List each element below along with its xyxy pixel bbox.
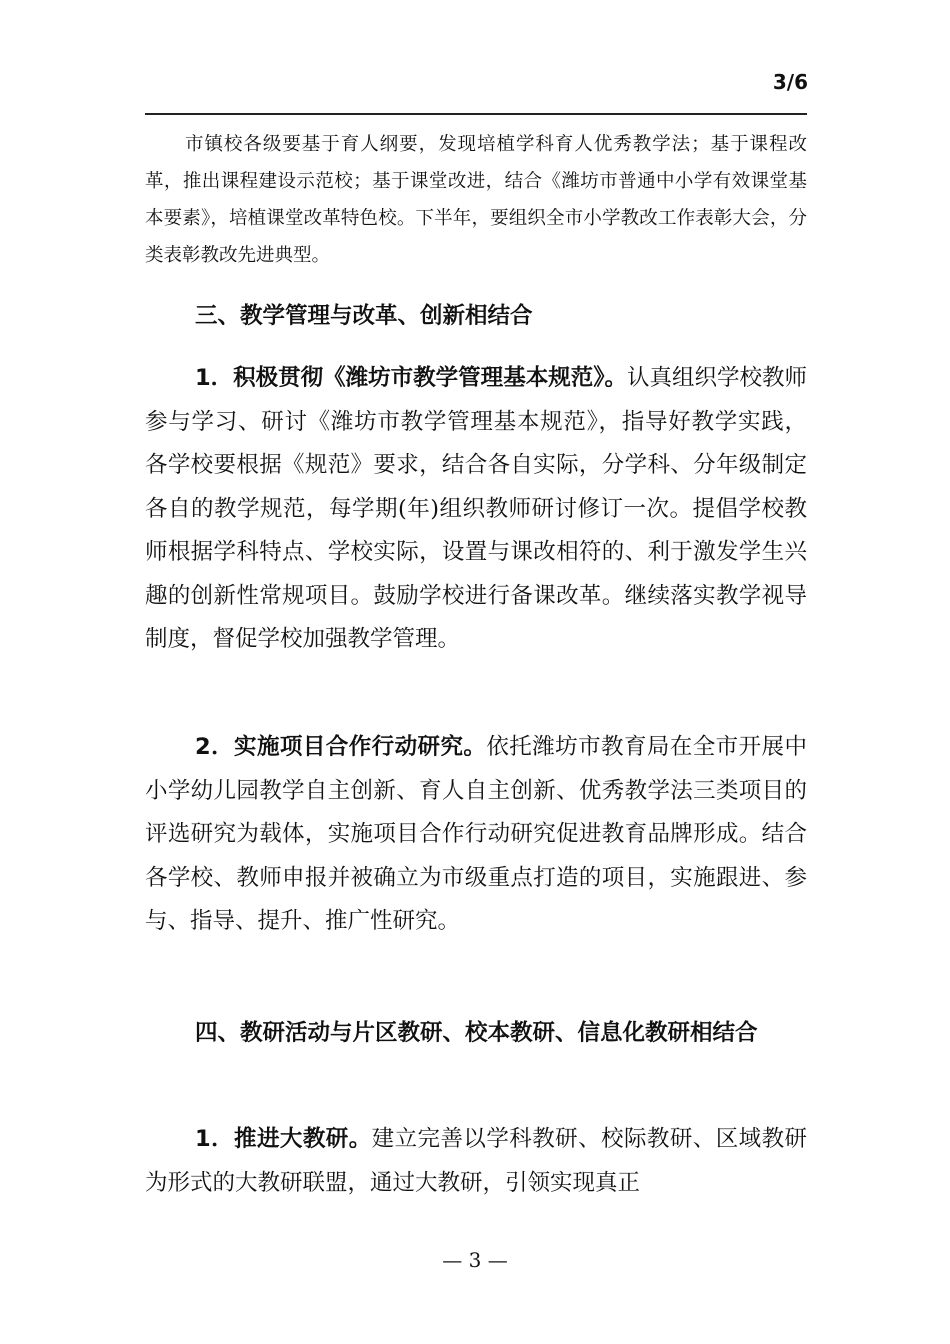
- section-4-item-1: [145, 1118, 807, 1205]
- section-3-item-1-body: 认真组织学校教师参与学习、研讨《潍坊市教学管理基本规范》，指导好教学实践，各学校要根据《规范》要求，结合各自实际，分学科、分年级制定各自的教学规范，每学期(年)组织教师研讨修订一次。提倡学校教师根据学科特点、学校实际，设置与课改相符的、利于激发学生兴趣的创新性常规项目。鼓励学校进行备课改革。继续落实教学视导制度，督促学校加强教学管理。: [145, 365, 807, 652]
- section-3-item-2: [145, 726, 807, 944]
- section-4-item-1-lead: 1．推进大教研。: [195, 1126, 372, 1152]
- section-3-item-2-lead: 2．实施项目合作行动研究。: [195, 734, 487, 760]
- header-rule: [145, 113, 807, 115]
- section-3-item-1-lead: 1．积极贯彻《潍坊市教学管理基本规范》。: [195, 365, 627, 391]
- section-3-heading: 三、教学管理与改革、创新相结合: [195, 303, 533, 329]
- section-4-heading: 四、教研活动与片区教研、校本教研、信息化教研相结合: [195, 1020, 758, 1046]
- intro-paragraph: 市镇校各级要基于育人纲要，发现培植学科育人优秀教学法；基于课程改革，推出课程建设示范校；基于课堂改进，结合《潍坊市普通中小学有效课堂基本要素》，培植课堂改革特色校。下半年，要组织全市小学教改工作表彰大会，分类表彰教改先进典型。: [145, 134, 807, 266]
- page-indicator: 3/6: [772, 70, 808, 94]
- section-3-item-2-body: 依托潍坊市教育局在全市开展中小学幼儿园教学自主创新、育人自主创新、优秀教学法三类项目的评选研究为载体，实施项目合作行动研究促进教育品牌形成。结合各学校、教师申报并被确立为市级重点打造的项目，实施跟进、参与、指导、提升、推广性研究。: [145, 734, 807, 934]
- footer-page-number: — 3 —: [442, 1248, 508, 1272]
- section-3-item-1: [145, 357, 807, 662]
- section-4-item-1-body: 建立完善以学科教研、校际教研、区域教研为形式的大教研联盟，通过大教研，引领实现真正: [145, 1126, 807, 1196]
